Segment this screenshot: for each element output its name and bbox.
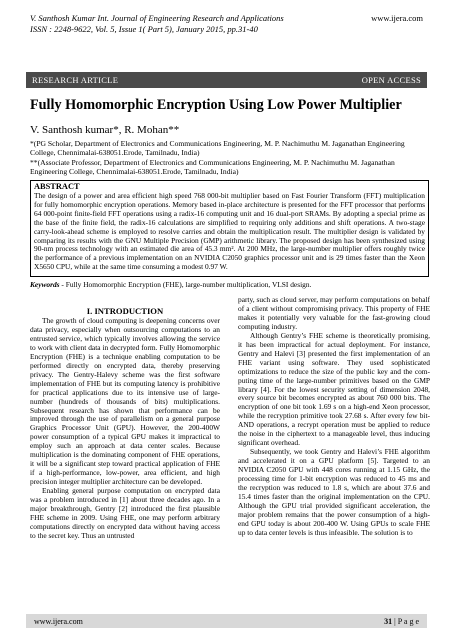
research-article-label: RESEARCH ARTICLE: [32, 75, 119, 85]
page-footer: [26, 614, 427, 628]
keywords: [30, 280, 429, 289]
running-header: [30, 13, 423, 35]
paper-title: Fully Homomorphic Encryption Using Low Power Multiplier: [30, 97, 402, 113]
paragraph: Subsequently, we took Gentry and Halevi’s FHE algorithm and accelerated it on a GPU platform [5]. Targeted to an NVIDIA C2050 GPU with 448 cores running at 1.15 GHz, the processing time for 1-bit encryption was reduced to 45 ms and the recryption was reduced to 1.8 s, which are about 37.6 and 15.4 times faster than the original implementation on the CPU. Although the GPU trial provided significant acceleration, the major problem remains that the power consumption of a high-end GPU today is about 200-400 W. Using GPUs to scale FHE up to data center levels is thus infeasible. The solution is to: [238, 447, 430, 537]
right-column: [238, 296, 430, 538]
article-type-banner: [26, 72, 427, 88]
abstract-text: The design of a power and area efficient high speed 768 000-bit multiplier based on Fast Fourier Transform (FFT) multiplication for fully homomorphic encryption operations. Memory based in-place architecture is presented for the FFT processor that performs 64 000-point finite-field FFT operations using a radix-16 computing unit and 16 dual-port SRAMs. By adopting a special prime as the base of the finite field, the radix-16 calculations are simplified to requiring only additions and shift operations. A two-stage carry-look-ahead scheme is employed to resolve carries and obtain the multiplication result. The multiplier design is validated by comparing its results with the GNU Multiple Precision (GMP) arithmetic library. The proposed design has been synthesized using 90-nm process technology with an estimated die area of 45.3 mm². At 200 MHz, the large-number multiplier offers roughly twice the performance of a previous implementation on an NVIDIA C2050 graphics processor unit and is 29 times faster than the Xeon X5650 CPU, while at the same time consuming a modest 0.97 W.: [34, 191, 425, 272]
affiliation: *(PG Scholar, Department of Electronics and Communications Engineering, M. P. Nachimuthu M. Jaganathan Engineering College, Chennimalai-638051.Erode, Tamilnadu, India): [30, 139, 405, 158]
affiliations: [30, 139, 429, 177]
keywords-text: - Fully Homomorphic Encryption (FHE), large-number multiplication, VLSI design.: [59, 280, 312, 289]
paragraph: party, such as cloud server, may perform computations on behalf of a client without compromising privacy. This property of FHE makes it potentially very valuable for the fast-growing cloud computing industry.: [238, 295, 430, 331]
affiliation: **(Associate Professor, Department of Electronics and Communications Engineering, M. P. Nachimuthu M. Jaganathan Engineering College, Chennimalai-638051.Erode, Tamilnadu, India): [30, 157, 395, 177]
abstract-heading: ABSTRACT: [34, 182, 80, 191]
keywords-label: Keywords: [30, 280, 60, 289]
page-number: 31: [384, 616, 393, 626]
open-access-label: OPEN ACCESS: [361, 75, 421, 85]
paragraph: The growth of cloud computing is deepening concerns over data privacy, especially when outsourcing computations to an entrusted service, which typically involves allowing the service to work with client data in decrypted form. Fully Homomorphic Encryption (FHE) is a technique enabling computation to be performed directly on encrypted data, thereby preserving privacy. The Gentry-Halevy scheme was the first software implementation of FHE but its computing latency is prohibitive for practical applications due to its intensive use of large-number (hundreds of thousands of bits) multiplications. Subsequent research has shown that performance can be improved through the use of parallelism on a general purpose Graphics Processor Unit (GPU). However, the 200-400W power consumption of a typical GPU makes it impractical to employ such an approach at data center scales. Because multiplication is the dominating component of FHE operations, it will be a significant step toward practical application of FHE if a high-performance, low-power, area efficient, and high precision integer multiplier architecture can be developed.: [30, 316, 220, 487]
left-column: [30, 296, 220, 541]
section-heading: I. INTRODUCTION: [86, 306, 164, 316]
journal-site: www.ijera.com: [371, 13, 423, 23]
abstract-box: [30, 180, 429, 277]
footer-site: www.ijera.com: [34, 616, 83, 626]
issn-line: ISSN : 2248-9622, Vol. 5, Issue 1( Part 5), January 2015, pp.31-40: [30, 24, 258, 34]
author-list: V. Santhosh kumar*, R. Mohan**: [30, 124, 180, 136]
paragraph: Although Gentry’s FHE scheme is theoretically promising, it has been impractical for actual deployment. For instance, Gentry and Halevi [3] presented the first implementation of an FHE variant using software. They used sophisticated optimizations to reduce the size of the public key and the com-puting time of the large-number primitives based on the GMP library [4]. For the lowest security setting of dimension 2048, every source bit becomes encrypted as about 760 000 bits. The encryption of one bit took 1.69 s on a high-end Xeon processor, while the recryption primitive took 27.68 s. After every few bit-AND operations, a recrypt operation must be applied to reduce the noise in the ciphertext to a manageable level, thus inducing significant overhead.: [238, 330, 430, 448]
journal-citation: V. Santhosh Kumar Int. Journal of Engineering Research and Applications: [30, 13, 284, 23]
page-indicator: [384, 617, 419, 626]
paragraph: Enabling general purpose computation on encrypted data was a problem introduced in [1] about three decades ago. In a major breakthrough, Gentry [2] introduced the first plausible FHE scheme in 2009. Using FHE, one may perform arbitrary computations directly on encrypted data without having access to the secret key. Thus an untrusted: [30, 486, 220, 540]
page-label: | P a g e: [392, 616, 419, 626]
